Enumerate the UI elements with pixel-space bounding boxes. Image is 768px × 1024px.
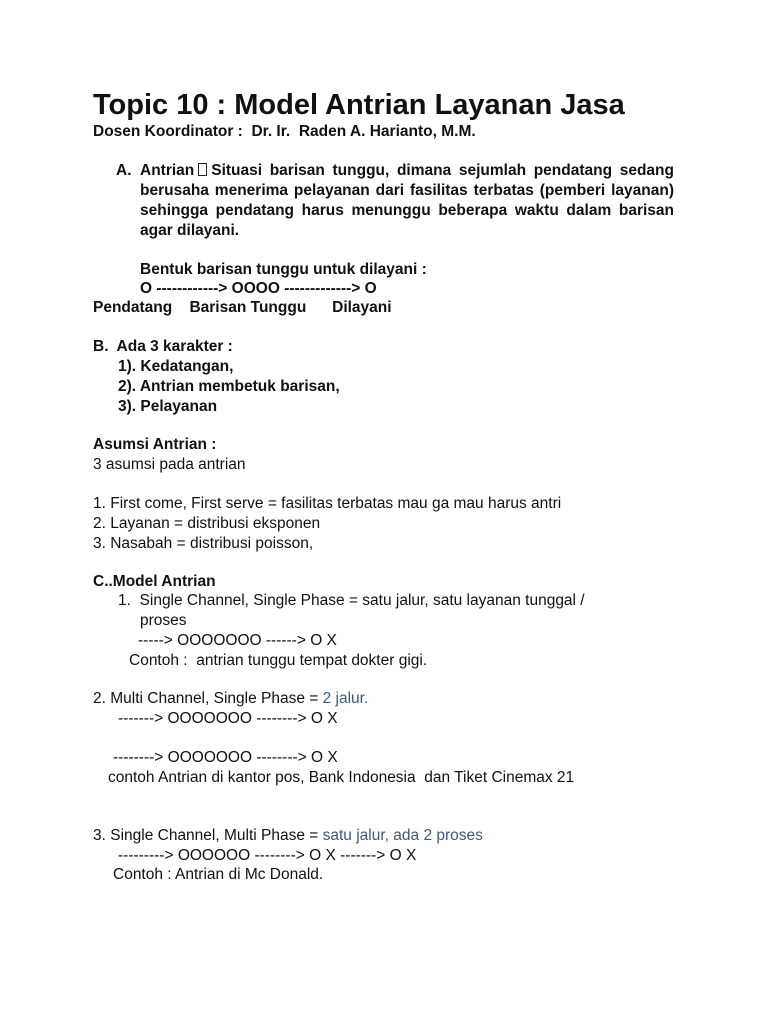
section-b-item: 1). Kedatangan, [118,358,234,375]
section-a-label: A. [116,162,132,179]
page-title: Topic 10 : Model Antrian Layanan Jasa [93,89,625,121]
section-c-heading: C..Model Antrian [93,573,216,590]
model-3-title-text: 3. Single Channel, Multi Phase = [93,827,323,844]
section-b-item: 2). Antrian membetuk barisan, [118,378,340,395]
model-2-diagram-1: -------> OOOOOOO --------> O X [118,710,338,727]
queue-form-diagram: O ------------> OOOO -------------> O [140,280,377,297]
coordinator-line: Dosen Koordinator : Dr. Ir. Raden A. Harianto, M.M. [93,123,476,140]
asumsi-item: 2. Layanan = distribusi eksponen [93,515,321,532]
section-a-term: Antrian [140,162,195,179]
asumsi-item: 1. First come, First serve = fasilitas terbatas mau ga mau harus antri [93,495,562,512]
model-3-diagram: ---------> OOOOOO --------> O X -------> O X [118,847,417,864]
queue-form-heading: Bentuk barisan tunggu untuk dilayani : [140,261,427,278]
section-b-heading: B. Ada 3 karakter : [93,338,233,355]
model-2-diagram-2: --------> OOOOOOO --------> O X [113,749,338,766]
model-3-example: Contoh : Antrian di Mc Donald. [113,866,324,883]
model-3-title [93,826,483,846]
model-2-title-text: 2. Multi Channel, Single Phase = [93,690,323,707]
model-3-title-highlight: satu jalur, ada 2 proses [322,827,483,844]
asumsi-item: 3. Nasabah = distribusi poisson, [93,535,314,552]
model-1-title-cont: proses [140,612,187,629]
asumsi-heading: Asumsi Antrian : [93,436,217,453]
model-1-example: Contoh : antrian tunggu tempat dokter gigi. [129,652,428,669]
model-2-title [93,689,368,709]
model-1-diagram: -----> OOOOOOO ------> O X [138,632,337,649]
model-2-title-highlight: 2 jalur. [322,690,369,707]
model-2-example: contoh Antrian di kantor pos, Bank Indonesia dan Tiket Cinemax 21 [108,769,575,786]
section-a-text: Situasi barisan tunggu, dimana sejumlah pendatang sedang berusaha menerima pelayanan dari fasilitas terbatas (pemberi layanan) sehingga pendatang harus menunggu beberapa waktu dalam barisan agar dilayani. [140,162,674,239]
missing-glyph-icon [198,163,207,176]
queue-form-labels: Pendatang Barisan Tunggu Dilayani [93,299,392,316]
asumsi-intro: 3 asumsi pada antrian [93,456,246,473]
section-a-paragraph [140,161,674,241]
section-b-item: 3). Pelayanan [118,398,218,415]
model-1-title: 1. Single Channel, Single Phase = satu jalur, satu layanan tunggal / [118,592,585,609]
